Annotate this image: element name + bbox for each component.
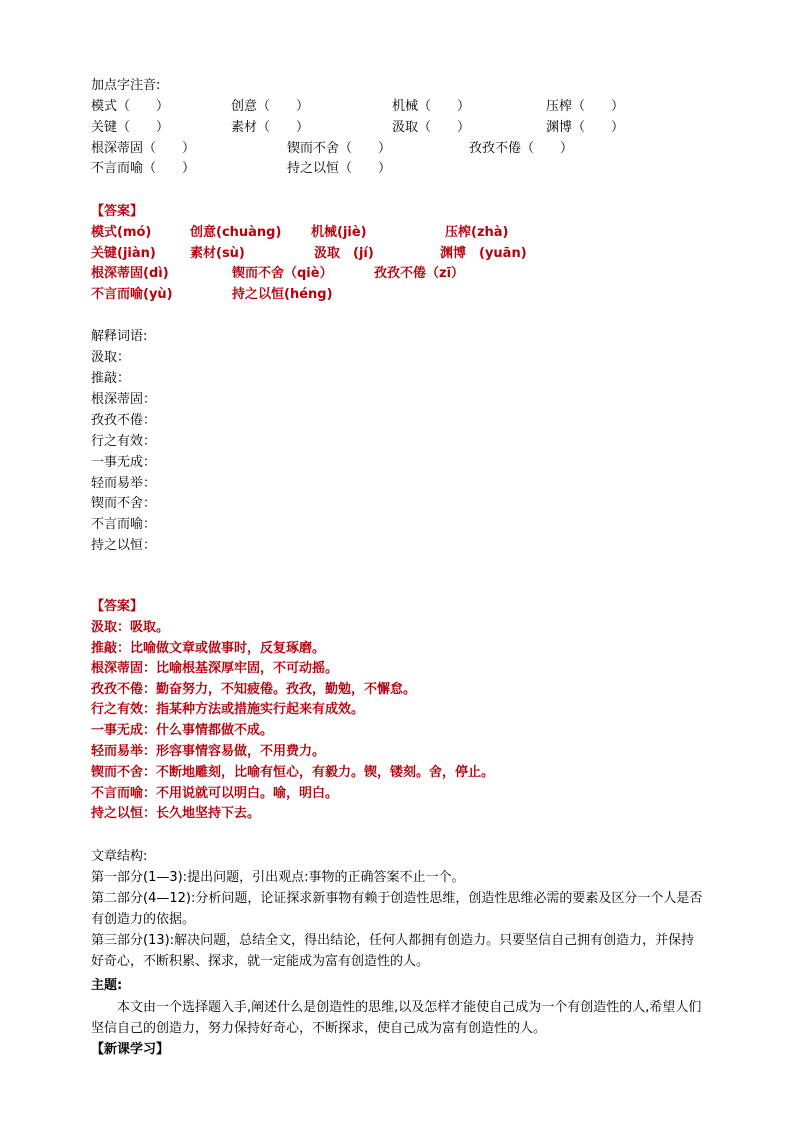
answer-item: 压榨(zhà) bbox=[445, 225, 509, 240]
answer-definition: 行之有效：指某种方法或措施实行起来有成效。 bbox=[91, 702, 365, 717]
term-item: 不言而喻： bbox=[91, 517, 157, 532]
answer-definition: 根深蒂固：比喻根基深厚牢固，不可动摇。 bbox=[91, 661, 339, 676]
pinyin-item: 创意（ ） bbox=[231, 99, 310, 114]
pinyin-item: 孜孜不倦（ ） bbox=[469, 141, 574, 156]
term-item: 汲取： bbox=[91, 350, 131, 365]
answer-item: 机械(jiè) bbox=[311, 225, 367, 240]
pinyin-item: 根深蒂固（ ） bbox=[91, 141, 196, 156]
term-item: 锲而不舍： bbox=[91, 496, 157, 511]
structure-part-3: 第三部分(13):解决问题，总结全文，得出结论，任何人都拥有创造力。只要坚信自己拥有创造力，并保持好奇心，不断积累、探求，就一定能成为富有创造性的人。 bbox=[91, 933, 695, 969]
term-item: 持之以恒： bbox=[91, 538, 157, 553]
pinyin-item: 机械（ ） bbox=[392, 99, 471, 114]
answer-definition: 不言而喻：不用说就可以明白。喻，明白。 bbox=[91, 786, 339, 801]
term-item: 行之有效： bbox=[91, 434, 157, 449]
answer-label: 【答案】 bbox=[91, 599, 144, 614]
pinyin-item: 素材（ ） bbox=[231, 120, 310, 135]
structure-part-2: 第二部分(4—12):分析问题，论证探求新事物有赖于创造性思维，创造性思维必需的要素及区分一个人是否有创造力的依据。 bbox=[91, 891, 703, 927]
theme-body: 本文由一个选择题入手,阐述什么是创造性的思维,以及怎样才能使自己成为一个有创造性的人,希望人们坚信自己的创造力，努力保持好奇心，不断探求，使自己成为富有创造性的人。 bbox=[91, 1000, 702, 1036]
answer-item: 孜孜不倦（zī） bbox=[374, 266, 465, 281]
pinyin-item: 不言而喻（ ） bbox=[91, 161, 196, 176]
answer-item: 根深蒂固(dì) bbox=[91, 266, 169, 281]
answer-definition: 汲取：吸取。 bbox=[91, 620, 170, 635]
answer-definition: 轻而易举：形容事情容易做，不用费力。 bbox=[91, 744, 326, 759]
pinyin-item: 汲取（ ） bbox=[392, 120, 471, 135]
answer-definition: 一事无成：什么事情都做不成。 bbox=[91, 723, 274, 738]
answer-definition: 锲而不舍：不断地雕刻，比喻有恒心，有毅力。锲，镂刻。舍，停止。 bbox=[91, 765, 495, 780]
section-heading: 解释词语: bbox=[91, 329, 148, 344]
section-heading: 主题: bbox=[91, 978, 123, 993]
section-heading: 文章结构: bbox=[91, 849, 148, 864]
answer-item: 持之以恒(héng) bbox=[232, 287, 333, 302]
answer-item: 模式(mó) bbox=[91, 225, 152, 240]
answer-item: 关键(jiàn) bbox=[91, 246, 156, 261]
term-item: 孜孜不倦： bbox=[91, 413, 157, 428]
answer-item: 创意(chuàng) bbox=[190, 225, 282, 240]
pinyin-item: 模式（ ） bbox=[91, 99, 170, 114]
pinyin-item: 持之以恒（ ） bbox=[287, 161, 392, 176]
answer-item: 不言而喻(yù) bbox=[91, 287, 173, 302]
new-lesson-label: 【新课学习】 bbox=[91, 1042, 170, 1057]
answer-item: 素材(sù) bbox=[190, 246, 245, 261]
answer-label: 【答案】 bbox=[91, 204, 144, 219]
term-item: 轻而易举： bbox=[91, 476, 157, 491]
pinyin-item: 关键（ ） bbox=[91, 120, 170, 135]
answer-item: 锲而不舍（qiè） bbox=[232, 266, 333, 281]
answer-item: 汲取 (jí) bbox=[314, 246, 374, 261]
section-heading: 加点字注音: bbox=[91, 78, 161, 93]
structure-part-1: 第一部分(1—3):提出问题，引出观点:事物的正确答案不止一个。 bbox=[91, 870, 465, 885]
pinyin-item: 压榨（ ） bbox=[546, 99, 625, 114]
answer-definition: 持之以恒：长久地坚持下去。 bbox=[91, 806, 261, 821]
pinyin-item: 渊博（ ） bbox=[546, 120, 625, 135]
term-item: 一事无成： bbox=[91, 455, 157, 470]
answer-definition: 孜孜不倦：勤奋努力，不知疲倦。孜孜，勤勉，不懈怠。 bbox=[91, 682, 417, 697]
term-item: 推敲： bbox=[91, 371, 131, 386]
pinyin-item: 锲而不舍（ ） bbox=[287, 141, 392, 156]
term-item: 根深蒂固： bbox=[91, 392, 157, 407]
answer-definition: 推敲：比喻做文章或做事时，反复琢磨。 bbox=[91, 641, 326, 656]
answer-item: 渊博 (yuān) bbox=[440, 246, 527, 261]
